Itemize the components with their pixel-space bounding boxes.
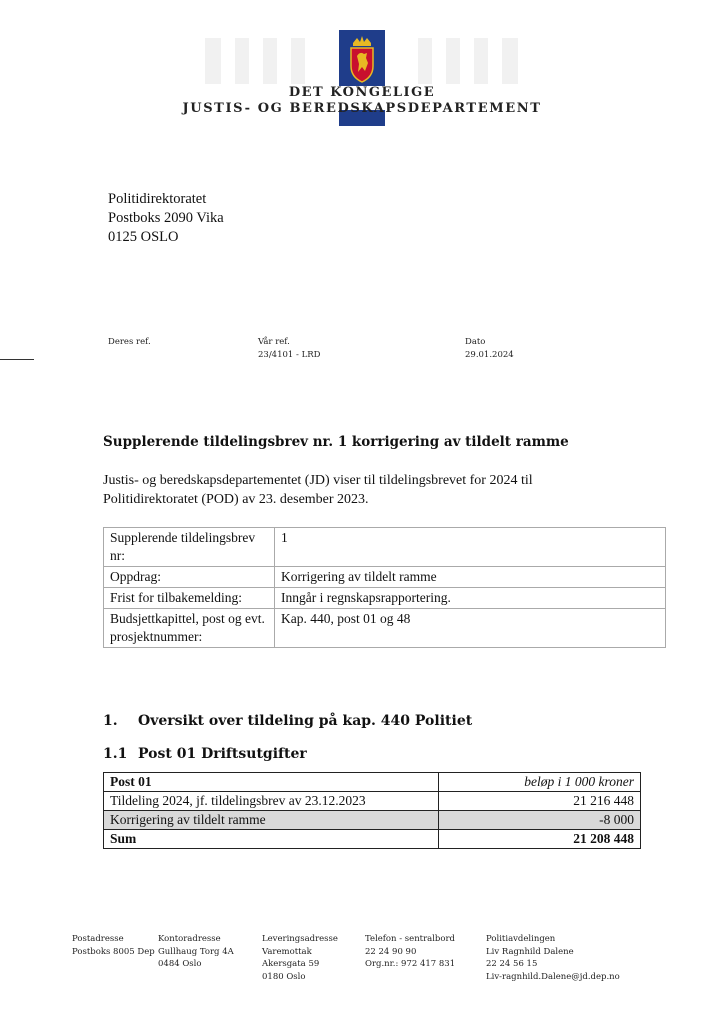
footer-heading: Postadresse — [72, 934, 124, 944]
var-ref-value: 23/4101 - LRD — [258, 350, 321, 360]
table-row — [104, 588, 666, 609]
row-value: -8 000 — [439, 811, 641, 830]
budget-table — [103, 772, 641, 849]
table-row — [104, 567, 666, 588]
table-cell-label: Oppdrag: — [104, 567, 275, 588]
footer-heading: Kontoradresse — [158, 934, 221, 944]
table-sum-row — [104, 830, 641, 849]
date-label: Dato — [465, 337, 486, 347]
row-label: Tildeling 2024, jf. tildelingsbrev av 23.12.2023 — [104, 792, 439, 811]
footer-line: Org.nr.: 972 417 831 — [365, 959, 456, 969]
date-value: 29.01.2024 — [465, 350, 514, 360]
footer-line: 22 24 56 15 — [486, 959, 538, 969]
footer-line: Gullhaug Torg 4A — [158, 946, 234, 957]
row-label: Korrigering av tildelt ramme — [104, 811, 439, 830]
table-row — [104, 528, 666, 567]
footer-heading: Telefon - sentralbord — [365, 934, 455, 944]
sum-label: Sum — [104, 830, 439, 849]
table-cell-label: Supplerende tildelingsbrev nr: — [104, 528, 275, 567]
recipient-address: Postboks 2090 Vika — [108, 210, 224, 226]
footer-postal — [72, 933, 155, 958]
table-header-row — [104, 773, 641, 792]
fold-mark — [0, 359, 34, 360]
footer-line: Varemottak — [262, 946, 312, 957]
footer-delivery — [262, 933, 338, 983]
footer-line: 0484 Oslo — [158, 959, 202, 969]
intro-paragraph: Justis- og beredskapsdepartementet (JD) viser til tildelingsbrevet for 2024 til Politidirektoratet (POD) av 23. desember 2023. — [103, 473, 533, 507]
footer-office — [158, 933, 234, 971]
sum-value: 21 208 448 — [439, 830, 641, 849]
section-title: Post 01 Driftsutgifter — [138, 746, 307, 762]
recipient-name: Politidirektoratet — [108, 191, 207, 207]
table-row — [104, 792, 641, 811]
footer-line: 0180 Oslo — [262, 971, 306, 982]
var-ref-label: Vår ref. — [258, 337, 290, 347]
footer-department — [486, 933, 620, 983]
footer-heading: Leveringsadresse — [262, 934, 338, 944]
letter-title: Supplerende tildelingsbrev nr. 1 korrigering av tildelt ramme — [103, 434, 569, 450]
deres-ref-label: Deres ref. — [108, 337, 151, 347]
table-cell-value: 1 — [275, 528, 666, 567]
table-cell-label: Frist for tilbakemelding: — [104, 588, 275, 609]
table-cell-value: Inngår i regnskapsrapportering. — [275, 588, 666, 609]
section-number: 1. — [103, 713, 118, 729]
header-cell-amount: beløp i 1 000 kroner — [439, 773, 641, 792]
table-cell-value: Kap. 440, post 01 og 48 — [275, 609, 666, 648]
table-row — [104, 609, 666, 648]
table-row — [104, 811, 641, 830]
letterhead-line1: DET KONGELIGE — [288, 85, 436, 100]
letterhead-line2: JUSTIS- OG BEREDSKAPSDEPARTEMENT — [182, 101, 542, 116]
footer-phone — [365, 933, 455, 971]
footer-heading: Politiavdelingen — [486, 934, 556, 944]
row-value: 21 216 448 — [439, 792, 641, 811]
footer-line: 22 24 90 90 — [365, 946, 417, 957]
recipient-city: 0125 OSLO — [108, 229, 179, 245]
header-cell-post: Post 01 — [104, 773, 439, 792]
table-cell-label: Budsjettkapittel, post og evt. prosjektnummer: — [104, 609, 275, 648]
footer-line: Postboks 8005 Dep — [72, 946, 155, 957]
table-cell-value: Korrigering av tildelt ramme — [275, 567, 666, 588]
footer-email[interactable]: Liv-ragnhild.Dalene@jd.dep.no — [486, 971, 620, 982]
section-heading-1 — [103, 713, 472, 729]
section-number: 1.1 — [103, 746, 128, 762]
footer-line: Akersgata 59 — [262, 959, 320, 969]
section-title: Oversikt over tildeling på kap. 440 Politiet — [138, 713, 473, 729]
footer-line: Liv Ragnhild Dalene — [486, 946, 574, 957]
section-heading-1-1 — [103, 746, 307, 762]
assignment-table — [103, 527, 666, 648]
